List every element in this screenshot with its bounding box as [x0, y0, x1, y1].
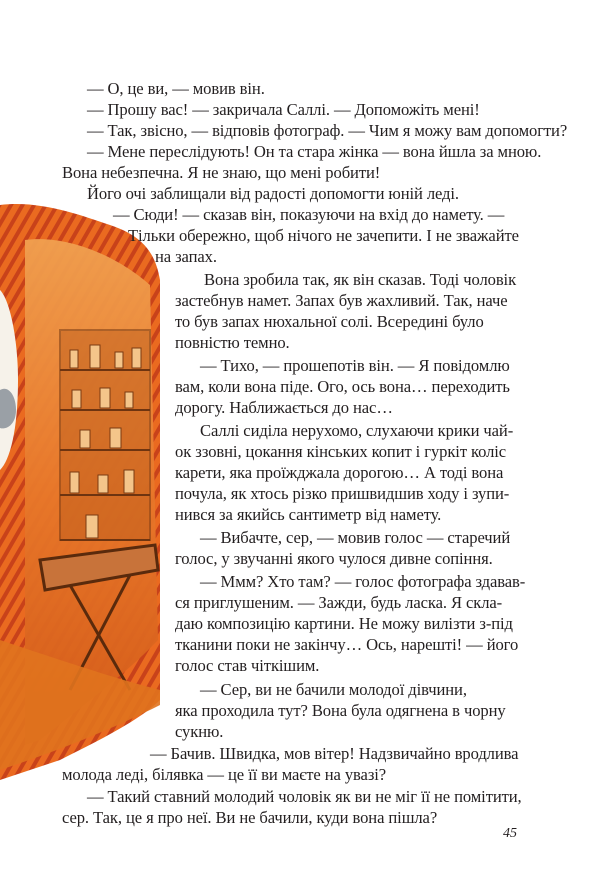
page-number: 45: [503, 826, 517, 841]
text-line: — О, це ви, — мовив він.: [87, 79, 265, 98]
text-line: — Бачив. Швидка, мов вітер! Надзвичайно вродлива: [150, 744, 519, 763]
text-line: молода леді, білявка — це її ви маєте на увазі?: [62, 765, 387, 784]
text-line: на запах.: [155, 247, 217, 266]
text-line: Вона небезпечна. Я не знаю, що мені робити!: [62, 163, 381, 182]
text-line: — Вибачте, сер, — мовив голос — старечий: [200, 528, 511, 547]
text-line: дорогу. Наближається до нас…: [175, 398, 393, 417]
text-line: вам, коли вона піде. Ого, ось вона… переходить: [175, 377, 510, 396]
text-line: карети, яка проїжджала дорогою… А тоді вона: [175, 463, 504, 482]
text-line: почула, як хтось різко пришвидшив ходу і зупи-: [175, 484, 510, 503]
text-line: Його очі заблищали від радості допомогти юній леді.: [87, 184, 459, 203]
text-line: — Прошу вас! — закричала Саллі. — Допоможіть мені!: [87, 100, 480, 119]
text-line: Саллі сиділа нерухомо, слухаючи крики чай-: [200, 421, 514, 440]
text-line: сукню.: [175, 722, 224, 741]
text-line: — Такий ставний молодий чоловік як ви не міг її не помітити,: [87, 787, 522, 806]
text-line: — Так, звісно, — відповів фотограф. — Чим я можу вам допомогти?: [87, 121, 568, 140]
text-line: — Ммм? Хто там? — голос фотографа здавав-: [200, 572, 526, 591]
text-line: ся приглушеним. — Зажди, будь ласка. Я скла-: [175, 593, 503, 612]
text-line: нився за якийсь сантиметр від намету.: [175, 505, 442, 524]
text-line: яка проходила тут? Вона була одягнена в чорну: [175, 701, 506, 720]
text-line: — Сюди! — сказав він, показуючи на вхід до намету. —: [113, 205, 505, 224]
text-line: сер. Так, це я про неї. Ви не бачили, куди вона пішла?: [62, 808, 438, 827]
text-line: голос, у звучанні якого чулося дивне сопіння.: [175, 549, 493, 568]
text-line: — Тихо, — прошепотів він. — Я повідомлю: [200, 356, 510, 375]
text-line: голос став чіткішим.: [175, 656, 320, 675]
text-line: ок ззовні, цокання кінських копит і гуркіт коліс: [175, 442, 507, 461]
text-line: то був запах нюхальної солі. Всередині було: [175, 312, 484, 331]
text-line: тканини поки не закінчу… Ось, нарешті! — його: [175, 635, 519, 654]
text-line: — Сер, ви не бачили молодої дівчини,: [200, 680, 467, 699]
text-line: повністю темно.: [175, 333, 290, 352]
text-line: Вона зробила так, як він сказав. Тоді чоловік: [204, 270, 517, 289]
text-line: — Мене переслідують! Он та стара жінка — вона йшла за мною.: [87, 142, 542, 161]
text-line: Тільки обережно, щоб нічого не зачепити. І не зважайте: [128, 226, 519, 245]
text-line: застебнув намет. Запах був жахливий. Так, наче: [175, 291, 508, 310]
text-line: даю композицію картини. Не можу вилізти з-під: [175, 614, 513, 633]
